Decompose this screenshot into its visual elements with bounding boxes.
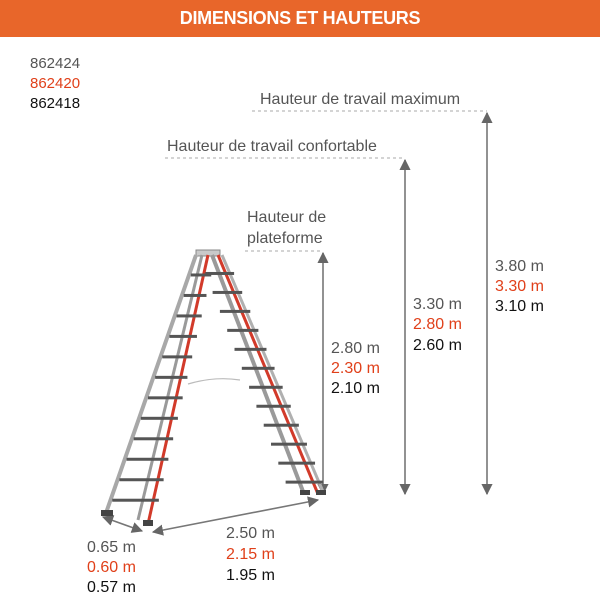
ladder-rung [286,481,324,484]
ladder-rung [112,499,159,502]
ladder [101,250,326,526]
ladder-rung [235,348,267,351]
ladder-rung [249,386,283,389]
ladder-rail [212,255,304,494]
max-height-value-2: 3.30 m [495,278,544,295]
model-ref-1: 862424 [30,55,81,72]
ladder-rung [227,329,258,332]
ladder-rail [106,255,196,513]
ladder-rung [242,367,275,370]
ladder-rail-red [218,255,318,494]
ladder-rung [264,424,299,427]
ladder-rung [213,291,243,294]
ladder-rung [191,273,211,276]
ladder-spreader [188,379,240,384]
base-length-value-3: 1.95 m [226,567,275,584]
base-width-value-1: 0.65 m [87,539,136,556]
ladder-rung [127,458,169,461]
platform-height-label-line1: Hauteur de [247,209,327,226]
ladder-rung [148,396,183,399]
base-width-value-3: 0.57 m [87,579,136,596]
ladder-rung [155,376,187,379]
ladder-foot [316,490,326,495]
ladder-rung [278,462,315,465]
ladder-foot [143,520,153,526]
platform-height-label-line2: plateforme [247,230,323,247]
platform-height-value-2: 2.30 m [331,360,380,377]
ladder-rung [141,417,178,420]
comfort-height-label: Hauteur de travail confortable [167,138,377,155]
ladder-rail [222,255,324,494]
ladder-rung [162,355,192,358]
comfort-height-value-1: 3.30 m [413,296,462,313]
base-width-arrow [103,517,142,531]
base-width-value-2: 0.60 m [87,559,136,576]
base-length-value-1: 2.50 m [226,525,275,542]
ladder-rung [119,478,163,481]
banner-title: DIMENSIONS ET HAUTEURS [179,8,421,28]
ladder-rung [169,335,197,338]
max-height-value-1: 3.80 m [495,258,544,275]
model-ref-2: 862420 [30,75,81,92]
platform-height-value-3: 2.10 m [331,380,380,397]
ladder-rung [134,437,173,440]
max-height-label: Hauteur de travail maximum [260,91,461,108]
max-height-value-3: 3.10 m [495,298,544,315]
ladder-rung [184,294,207,297]
ladder-rung [220,310,250,313]
comfort-height-value-3: 2.60 m [413,337,462,354]
ladder-rung [271,443,307,446]
ladder-rung [256,405,290,408]
base-length-value-2: 2.15 m [226,546,275,563]
ladder-rung [177,314,202,317]
platform-height-value-1: 2.80 m [331,340,380,357]
model-ref-3: 862418 [30,95,81,112]
ladder-foot [101,510,113,516]
ladder-foot [300,490,310,495]
comfort-height-value-2: 2.80 m [413,316,462,333]
